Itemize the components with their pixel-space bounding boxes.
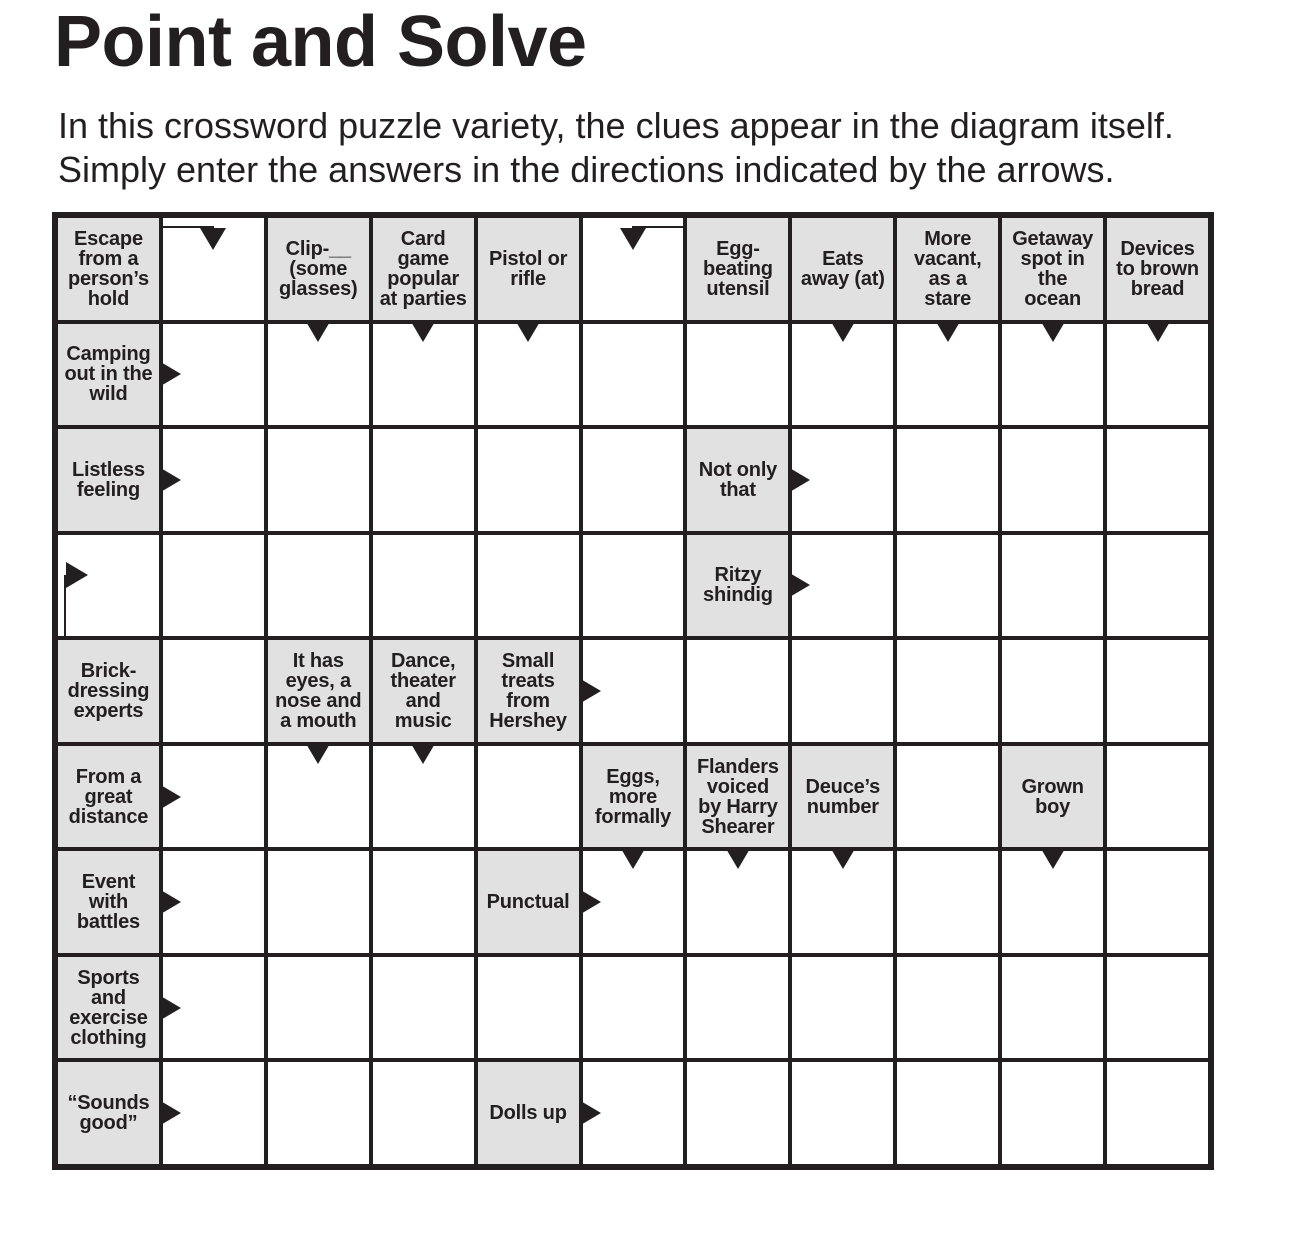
answer-cell[interactable]: [478, 535, 579, 637]
arrow-right-icon: [159, 1100, 181, 1126]
arrow-right-icon: [579, 889, 601, 915]
clue-line: Getaway: [1012, 227, 1094, 250]
arrow-right-icon: [579, 678, 601, 704]
clue-text: [67, 767, 151, 827]
clue-cell: [478, 851, 579, 953]
clue-text: [65, 1093, 151, 1133]
clue-cell: [687, 746, 788, 848]
clue-cell: [792, 746, 893, 848]
arrow-down-icon: [305, 320, 331, 342]
clue-text: [485, 892, 572, 912]
bent-arrow-right-icon: [58, 535, 159, 637]
answer-cell[interactable]: [792, 957, 893, 1059]
clue-cell: [58, 746, 159, 848]
clue-line: “Sounds: [67, 1092, 150, 1115]
answer-cell[interactable]: [583, 429, 684, 531]
answer-cell[interactable]: [1107, 851, 1208, 953]
clue-line: as a: [928, 267, 967, 290]
clue-line: at parties: [379, 287, 467, 310]
clue-line: Escape: [74, 227, 143, 250]
answer-cell[interactable]: [1107, 535, 1208, 637]
answer-cell[interactable]: [373, 535, 474, 637]
clue-cell: [58, 429, 159, 531]
answer-cell[interactable]: [897, 535, 998, 637]
clue-cell: [792, 218, 893, 320]
clue-text: [1010, 229, 1095, 309]
clue-line: beating: [703, 257, 773, 280]
clue-cell: [58, 218, 159, 320]
clue-text: [277, 239, 359, 299]
clue-line: boy: [1035, 795, 1071, 818]
clue-line: Brick-: [80, 659, 137, 682]
arrow-right-icon: [159, 784, 181, 810]
clue-line: a mouth: [280, 709, 357, 732]
clue-text: [273, 651, 363, 731]
clue-line: theater: [390, 669, 456, 692]
clue-line: wild: [89, 383, 128, 406]
arrow-down-icon: [410, 742, 436, 764]
puzzle-instructions: [58, 104, 1174, 192]
clue-cell: [373, 218, 474, 320]
clue-line: bread: [1130, 277, 1185, 300]
answer-cell[interactable]: [268, 851, 369, 953]
answer-cell[interactable]: [792, 1062, 893, 1164]
answer-cell[interactable]: [897, 1062, 998, 1164]
answer-cell[interactable]: [1107, 957, 1208, 1059]
crossword-grid: [52, 212, 1214, 1170]
arrow-down-icon: [1145, 320, 1171, 342]
answer-cell[interactable]: [1107, 746, 1208, 848]
clue-text: [593, 767, 673, 827]
arrow-down-icon: [935, 320, 961, 342]
puzzle-title: Point and Solve: [54, 2, 587, 82]
clue-line: person’s: [67, 267, 149, 290]
answer-cell[interactable]: [478, 957, 579, 1059]
answer-cell[interactable]: [687, 957, 788, 1059]
arrow-right-icon: [159, 995, 181, 1021]
clue-line: by Harry: [698, 795, 778, 818]
clue-line: Eats: [822, 247, 864, 270]
clue-text: [66, 661, 152, 721]
answer-cell[interactable]: [1002, 429, 1103, 531]
clue-line: experts: [73, 699, 144, 722]
clue-line: Camping: [66, 343, 151, 366]
clue-line: glasses): [279, 277, 358, 300]
clue-line: Pistol or: [488, 247, 568, 270]
answer-cell[interactable]: [792, 640, 893, 742]
clue-line: Devices: [1120, 237, 1195, 260]
clue-line: utensil: [706, 277, 770, 300]
clue-line: out in the: [64, 363, 153, 386]
clue-line: battles: [76, 911, 140, 934]
clue-line: number: [806, 795, 879, 818]
clue-line: Deuce’s: [805, 775, 881, 798]
clue-line: Dolls up: [489, 1102, 567, 1125]
arrow-down-icon: [830, 320, 856, 342]
answer-cell[interactable]: [268, 957, 369, 1059]
clue-line: from: [506, 689, 550, 712]
clue-cell: [478, 1062, 579, 1164]
arrow-right-icon: [788, 467, 810, 493]
clue-cell: [58, 1062, 159, 1164]
clue-line: Shearer: [701, 815, 775, 838]
clue-line: good”: [79, 1112, 138, 1135]
arrow-down-icon: [725, 847, 751, 869]
answer-cell[interactable]: [1002, 1062, 1103, 1164]
clue-line: Not only: [698, 458, 778, 481]
arrow-right-icon: [159, 889, 181, 915]
clue-line: Punctual: [486, 891, 570, 914]
clue-line: from a: [78, 247, 139, 270]
answer-cell[interactable]: [897, 746, 998, 848]
clue-line: From a: [75, 765, 142, 788]
clue-cell: [583, 746, 684, 848]
answer-cell[interactable]: [163, 640, 264, 742]
clue-cell: [58, 957, 159, 1059]
clue-line: and: [90, 986, 126, 1009]
clue-line: Card: [400, 227, 446, 250]
clue-text: [62, 344, 154, 404]
clue-line: More: [924, 227, 972, 250]
clue-line: distance: [68, 805, 149, 828]
clue-line: Egg-: [716, 237, 760, 260]
answer-cell[interactable]: [1002, 640, 1103, 742]
answer-cell[interactable]: [583, 535, 684, 637]
clue-line: and: [405, 689, 441, 712]
answer-cell[interactable]: [897, 851, 998, 953]
answer-cell[interactable]: [1002, 957, 1103, 1059]
clue-text: [487, 249, 569, 289]
clue-cell: [687, 535, 788, 637]
clue-cell: [268, 640, 369, 742]
clue-cell: [1002, 218, 1103, 320]
arrow-down-icon: [1040, 847, 1066, 869]
answer-cell[interactable]: [583, 324, 684, 426]
clue-cell: [58, 851, 159, 953]
clue-text: [1019, 777, 1085, 817]
clue-text: [75, 872, 142, 932]
clue-text: [804, 777, 883, 817]
clue-line: to brown: [1116, 257, 1199, 280]
clue-line: the: [1037, 267, 1068, 290]
clue-line: feeling: [76, 478, 140, 501]
arrow-down-icon: [305, 742, 331, 764]
clue-cell: [58, 324, 159, 426]
clue-text: [701, 565, 775, 605]
clue-line: Event: [81, 871, 136, 894]
clue-line: shindig: [703, 584, 773, 607]
clue-line: voiced: [706, 775, 769, 798]
arrow-right-icon: [159, 467, 181, 493]
answer-cell[interactable]: [897, 429, 998, 531]
clue-text: [799, 249, 887, 289]
clue-cell: [1107, 218, 1208, 320]
answer-cell[interactable]: [373, 851, 474, 953]
clue-cell: [1002, 746, 1103, 848]
answer-cell[interactable]: [373, 957, 474, 1059]
clue-cell: [58, 640, 159, 742]
answer-cell[interactable]: [268, 429, 369, 531]
clue-text: [487, 651, 569, 731]
answer-cell[interactable]: [163, 535, 264, 637]
clue-cell: [268, 218, 369, 320]
arrow-down-icon: [830, 847, 856, 869]
clue-line: treats: [501, 669, 555, 692]
clue-line: that: [719, 478, 756, 501]
clue-line: stare: [924, 287, 972, 310]
arrow-down-icon: [410, 320, 436, 342]
clue-text: [70, 460, 147, 500]
clue-line: eyes, a: [285, 669, 351, 692]
answer-cell[interactable]: [1107, 1062, 1208, 1164]
clue-cell: [687, 218, 788, 320]
answer-cell[interactable]: [268, 535, 369, 637]
clue-line: Hershey: [489, 709, 567, 732]
arrow-down-icon: [620, 847, 646, 869]
clue-cell: [478, 218, 579, 320]
clue-text: [487, 1103, 568, 1123]
clue-line: nose and: [275, 689, 362, 712]
clue-line: (some: [289, 257, 348, 280]
clue-line: Flanders: [697, 755, 779, 778]
clue-line: Dance,: [390, 649, 456, 672]
instructions-line-2: Simply enter the answers in the directions indicated by the arrows.: [58, 149, 1115, 190]
clue-line: ocean: [1024, 287, 1082, 310]
clue-line: game: [397, 247, 449, 270]
clue-line: exercise: [69, 1006, 148, 1029]
clue-line: Ritzy: [714, 564, 762, 587]
clue-line: dressing: [67, 679, 150, 702]
answer-cell[interactable]: [687, 324, 788, 426]
clue-cell: [373, 640, 474, 742]
clue-line: It has: [292, 649, 344, 672]
answer-cell[interactable]: [373, 429, 474, 531]
answer-cell[interactable]: [478, 746, 579, 848]
arrow-right-icon: [788, 572, 810, 598]
answer-cell[interactable]: [268, 1062, 369, 1164]
clue-text: [912, 229, 984, 309]
clue-line: rifle: [510, 267, 546, 290]
clue-line: music: [394, 709, 452, 732]
clue-line: popular: [387, 267, 460, 290]
clue-line: Clip-__: [285, 237, 351, 260]
arrow-down-icon: [515, 320, 541, 342]
clue-line: great: [84, 785, 133, 808]
clue-line: clothing: [70, 1026, 147, 1049]
clue-line: Grown: [1021, 775, 1084, 798]
clue-line: spot in: [1020, 247, 1085, 270]
clue-line: formally: [594, 805, 672, 828]
clue-line: vacant,: [913, 247, 982, 270]
arrow-right-icon: [579, 1100, 601, 1126]
answer-cell[interactable]: [897, 957, 998, 1059]
bent-arrow-down-icon: [163, 218, 264, 320]
clue-text: [67, 968, 149, 1048]
clue-text: [378, 229, 469, 309]
clue-text: [1114, 239, 1201, 299]
clue-line: hold: [87, 287, 130, 310]
answer-cell[interactable]: [478, 429, 579, 531]
clue-line: Small: [501, 649, 555, 672]
answer-cell[interactable]: [583, 957, 684, 1059]
answer-cell[interactable]: [1107, 640, 1208, 742]
answer-cell[interactable]: [687, 640, 788, 742]
clue-cell: [687, 429, 788, 531]
answer-cell[interactable]: [1002, 535, 1103, 637]
clue-line: Eggs,: [606, 765, 660, 788]
clue-text: [695, 757, 781, 837]
answer-cell[interactable]: [687, 1062, 788, 1164]
clue-text: [66, 229, 151, 309]
answer-cell[interactable]: [1107, 429, 1208, 531]
clue-text: [697, 460, 779, 500]
clue-text: [389, 651, 458, 731]
clue-line: with: [88, 891, 129, 914]
clue-line: away (at): [800, 267, 885, 290]
answer-cell[interactable]: [897, 640, 998, 742]
clue-cell: [897, 218, 998, 320]
clue-line: Sports: [77, 966, 140, 989]
clue-cell: [478, 640, 579, 742]
answer-cell[interactable]: [373, 1062, 474, 1164]
clue-line: Listless: [72, 458, 145, 481]
bent-arrow-down-icon: [583, 218, 684, 320]
arrow-right-icon: [159, 361, 181, 387]
instructions-line-1: In this crossword puzzle variety, the clues appear in the diagram itself.: [58, 105, 1174, 146]
arrow-down-icon: [1040, 320, 1066, 342]
clue-text: [701, 239, 775, 299]
clue-line: more: [608, 785, 658, 808]
